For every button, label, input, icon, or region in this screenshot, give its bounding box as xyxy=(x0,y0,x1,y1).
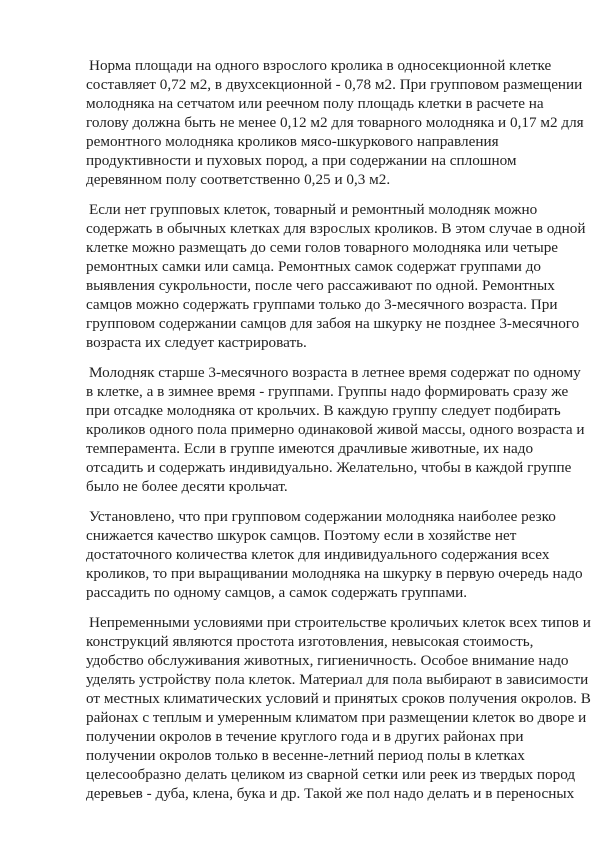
text-line: снижается качество шкурок самцов. Поэтому если в хозяйстве нет xyxy=(86,527,517,544)
text-line: содержать в обычных клетках для взрослых кроликов. В этом случае в одной xyxy=(86,220,586,237)
text-line: продуктивности и пуховых пород, а при содержании на сплошном xyxy=(86,152,517,169)
text-line: кроликов одного пола примерно одинаковой живой массы, одного возраста и xyxy=(86,421,585,438)
text-line: Установлено, что при групповом содержании молодняка наиболее резко xyxy=(89,508,556,525)
text-line: ремонтных самки или самца. Ремонтных самок содержат группами до xyxy=(86,258,542,275)
text-line: в клетке, а в зимнее время - группами. Группы надо формировать сразу же xyxy=(86,383,569,400)
text-line: групповом содержании самцов для забоя на шкурку не позднее 3-месячного xyxy=(86,315,580,332)
text-line: отсадить и содержать индивидуально. Желательно, чтобы в каждой группе xyxy=(86,459,572,476)
text-line: самцов можно содержать группами только до 3-месячного возраста. При xyxy=(86,296,558,313)
text-line: ремонтного молодняка кроликов мясо-шкуркового направления xyxy=(86,133,499,150)
text-line: составляет 0,72 м2, в двухсекционной - 0,78 м2. При групповом размещении xyxy=(86,76,583,93)
paragraph xyxy=(86,507,583,602)
paragraph xyxy=(86,200,586,352)
paragraph xyxy=(86,56,584,189)
text-line: целесообразно делать целиком из сварной сетки или реек из твердых пород xyxy=(86,766,576,783)
text-line: Молодняк старше 3-месячного возраста в летнее время содержат по одному xyxy=(89,364,581,381)
text-line: рассадить по одному самцов, а самок содержать группами. xyxy=(86,584,468,601)
text-line: темперамента. Если в группе имеются драчливые животные, их надо xyxy=(86,440,534,457)
text-line: было не более десяти крольчат. xyxy=(86,478,288,495)
paragraph xyxy=(86,613,591,803)
text-line: деревьев - дуба, клена, бука и др. Такой же пол надо делать и в переносных xyxy=(86,785,575,802)
text-line: конструкций являются простота изготовления, невысокая стоимость, xyxy=(86,633,534,650)
text-line: удобство обслуживания животных, гигиеничность. Особое внимание надо xyxy=(86,652,569,669)
text-line: голову должна быть не менее 0,12 м2 для товарного молодняка и 0,17 м2 для xyxy=(86,114,584,131)
text-line: Непременными условиями при строительстве кроличьих клеток всех типов и xyxy=(89,614,591,631)
text-line: при отсадке молодняка от крольчих. В каждую группу следует подбирать xyxy=(86,402,561,419)
text-line: уделять устройству пола клеток. Материал для пола выбирают в зависимости xyxy=(86,671,589,688)
text-line: получении окролов только в весенне-летний период полы в клетках xyxy=(86,747,525,764)
text-line: Норма площади на одного взрослого кролика в односекционной клетке xyxy=(89,57,552,74)
text-line: Если нет групповых клеток, товарный и ремонтный молодняк можно xyxy=(89,201,538,218)
text-line: кроликов, то при выращивании молодняка на шкурку в первую очередь надо xyxy=(86,565,583,582)
text-line: выявления сукрольности, после чего рассаживают по одной. Ремонтных xyxy=(86,277,555,294)
text-line: деревянном полу соответственно 0,25 и 0,3 м2. xyxy=(86,171,391,188)
text-line: от местных климатических условий и принятых сроков получения окролов. В xyxy=(86,690,591,707)
paragraph xyxy=(86,363,585,496)
text-line: молодняка на сетчатом или реечном полу площадь клетки в расчете на xyxy=(86,95,544,112)
text-line: достаточного количества клеток для индивидуального содержания всех xyxy=(86,546,550,563)
document-page xyxy=(86,56,591,814)
text-line: клетке можно размещать до семи голов товарного молодняка или четыре xyxy=(86,239,559,256)
text-line: возраста их следует кастрировать. xyxy=(86,334,307,351)
text-line: районах с теплым и умеренным климатом при размещении клеток во дворе и xyxy=(86,709,587,726)
text-line: получении окролов в течение круглого года и в других районах при xyxy=(86,728,524,745)
